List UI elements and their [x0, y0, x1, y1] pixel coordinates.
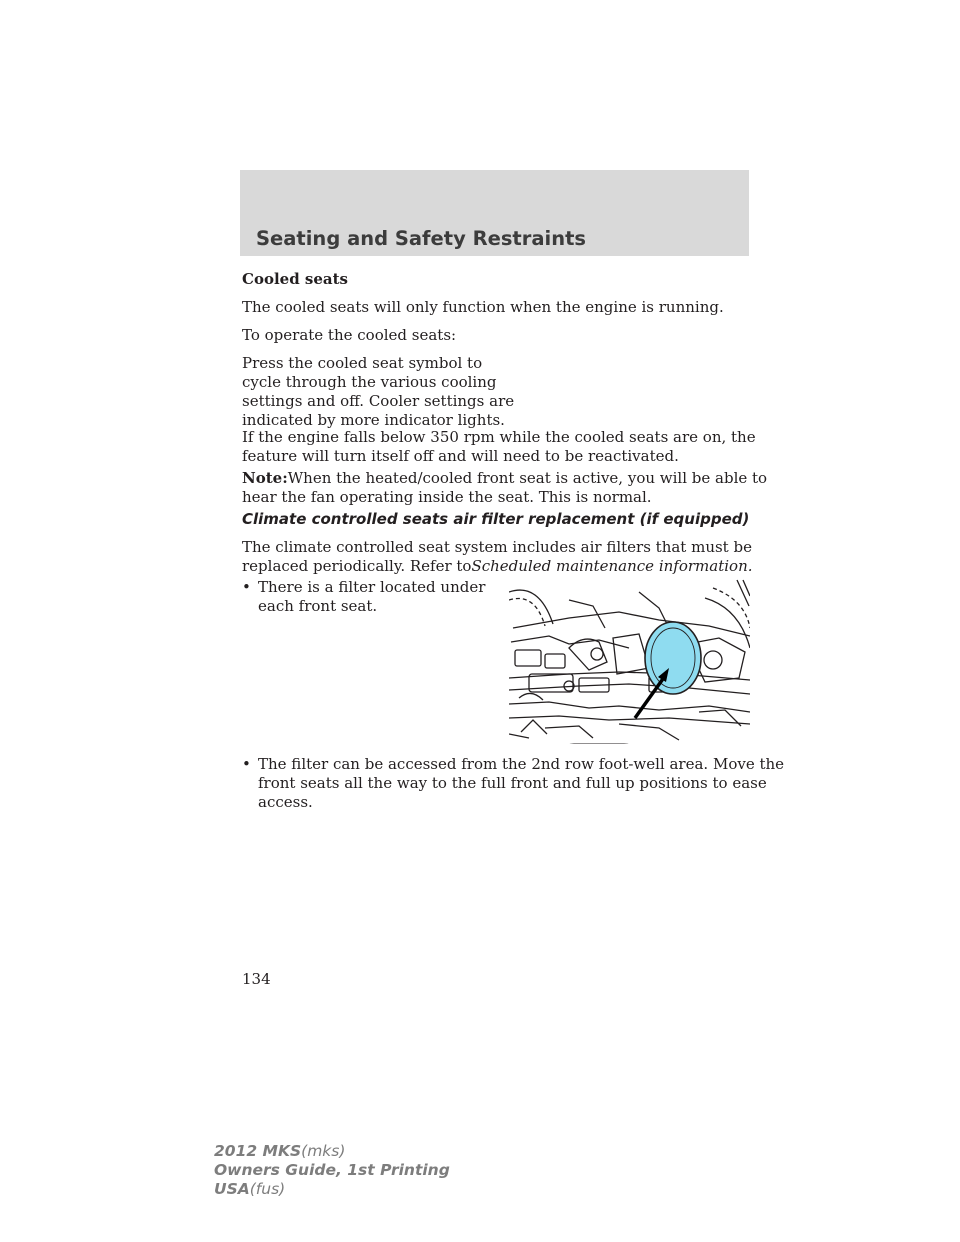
reference-scheduled-maintenance: Scheduled maintenance information.	[471, 557, 753, 575]
bullet-dot: •	[242, 755, 251, 773]
text-line: access.	[258, 793, 313, 811]
text-line: The climate controlled seat system includes air filters that must be	[242, 538, 752, 556]
footer-region: USA	[214, 1180, 250, 1198]
page-number: 134	[242, 970, 271, 988]
text-line: If the engine falls below 350 rpm while the cooled seats are on, the	[242, 428, 756, 446]
paragraph-rpm	[242, 428, 756, 466]
paragraph-note	[242, 469, 767, 507]
paragraph-engine-running: The cooled seats will only function when the engine is running.	[242, 298, 724, 316]
paragraph-press-symbol	[242, 354, 514, 430]
bullet-dot: •	[242, 578, 251, 596]
text-line: settings and off. Cooler settings are	[242, 392, 515, 410]
bullet-text	[258, 578, 485, 616]
bullet-text	[258, 755, 784, 812]
note-text: hear the fan operating inside the seat. This is normal.	[242, 488, 652, 506]
text-line: There is a filter located under	[258, 578, 486, 596]
text-fragment: replaced periodically. Refer to	[242, 557, 472, 575]
text-line: cycle through the various cooling	[242, 373, 497, 391]
text-line: indicated by more indicator lights.	[242, 411, 505, 429]
text-line: each front seat.	[258, 597, 378, 615]
filter-location-illustration	[509, 578, 750, 743]
footer-model-code: (mks)	[301, 1142, 346, 1160]
text-line: Press the cooled seat symbol to	[242, 354, 483, 372]
paragraph-air-filters	[242, 538, 753, 576]
paragraph-operate: To operate the cooled seats:	[242, 326, 457, 344]
subheading-air-filter: Climate controlled seats air filter replacement (if equipped)	[242, 510, 750, 528]
footer-printing: Owners Guide, 1st Printing	[214, 1161, 450, 1179]
footer-model: 2012 MKS	[214, 1142, 302, 1160]
note-label: Note:	[242, 469, 288, 487]
footer-region-code: (fus)	[249, 1180, 286, 1198]
text-line: The filter can be accessed from the 2nd row foot-well area. Move the	[258, 755, 785, 773]
text-line: feature will turn itself off and will need to be reactivated.	[242, 447, 679, 465]
document-footer	[214, 1142, 450, 1199]
text-line: front seats all the way to the full front and full up positions to ease	[258, 774, 767, 792]
section-header-band	[240, 170, 749, 256]
section-title: Seating and Safety Restraints	[256, 227, 587, 250]
note-text: When the heated/cooled front seat is active, you will be able to	[287, 469, 768, 487]
heading-cooled-seats: Cooled seats	[242, 270, 348, 288]
